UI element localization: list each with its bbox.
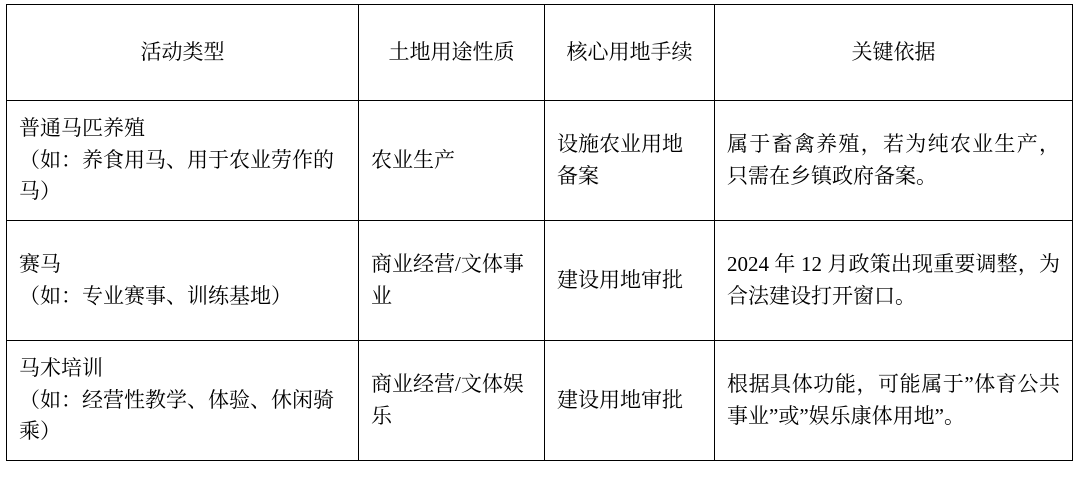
activity-type-main: 马术培训 <box>19 356 103 381</box>
document-page <box>0 4 1080 494</box>
land-use-nature-text: 商业经营/文体事业 <box>371 252 524 308</box>
header-cell-core-procedure <box>545 5 715 101</box>
table-body <box>7 101 1073 461</box>
cell-land-use-nature <box>359 101 545 221</box>
key-basis-text: 2024 年 12 月政策出现重要调整，为合法建设打开窗口。 <box>727 252 1060 308</box>
cell-land-use-nature <box>359 221 545 341</box>
cell-activity-type <box>7 341 359 461</box>
table-header-row <box>7 5 1073 101</box>
cell-core-procedure <box>545 101 715 221</box>
activity-type-sub: （如：养食用马、用于农业劳作的马） <box>19 147 334 204</box>
cell-key-basis <box>715 341 1073 461</box>
activity-type-main: 普通马匹养殖 <box>19 116 145 141</box>
cell-land-use-nature <box>359 341 545 461</box>
header-cell-key-basis <box>715 5 1073 101</box>
header-cell-activity-type <box>7 5 359 101</box>
land-use-nature-text: 农业生产 <box>371 147 455 172</box>
cell-key-basis <box>715 101 1073 221</box>
core-procedure-text: 建设用地审批 <box>557 387 683 412</box>
table-header <box>7 5 1073 101</box>
cell-activity-type <box>7 101 359 221</box>
activity-type-main: 赛马 <box>19 252 61 276</box>
land-use-nature-text: 商业经营/文体娱乐 <box>371 372 524 428</box>
key-basis-text: 属于畜禽养殖，若为纯农业生产，只需在乡镇政府备案。 <box>727 132 1060 188</box>
header-cell-land-use-nature <box>359 5 545 101</box>
core-procedure-text: 建设用地审批 <box>557 267 683 292</box>
header-label-land-use-nature: 土地用途性质 <box>388 39 515 64</box>
header-label-core-procedure: 核心用地手续 <box>566 39 693 64</box>
header-label-activity-type: 活动类型 <box>140 39 225 64</box>
key-basis-text: 根据具体功能，可能属于”体育公共事业”或”娱乐康体用地”。 <box>727 372 1060 428</box>
cell-core-procedure <box>545 221 715 341</box>
cell-key-basis <box>715 221 1073 341</box>
cell-core-procedure <box>545 341 715 461</box>
cell-activity-type <box>7 221 359 341</box>
table-row <box>7 101 1073 221</box>
table-row <box>7 341 1073 461</box>
activity-type-sub: （如：经营性教学、体验、休闲骑乘） <box>19 387 334 444</box>
core-procedure-text: 设施农业用地备案 <box>557 132 683 188</box>
activity-type-sub: （如：专业赛事、训练基地） <box>19 283 292 308</box>
land-use-table <box>6 4 1073 461</box>
table-row <box>7 221 1073 341</box>
header-label-key-basis: 关键依据 <box>851 39 936 64</box>
